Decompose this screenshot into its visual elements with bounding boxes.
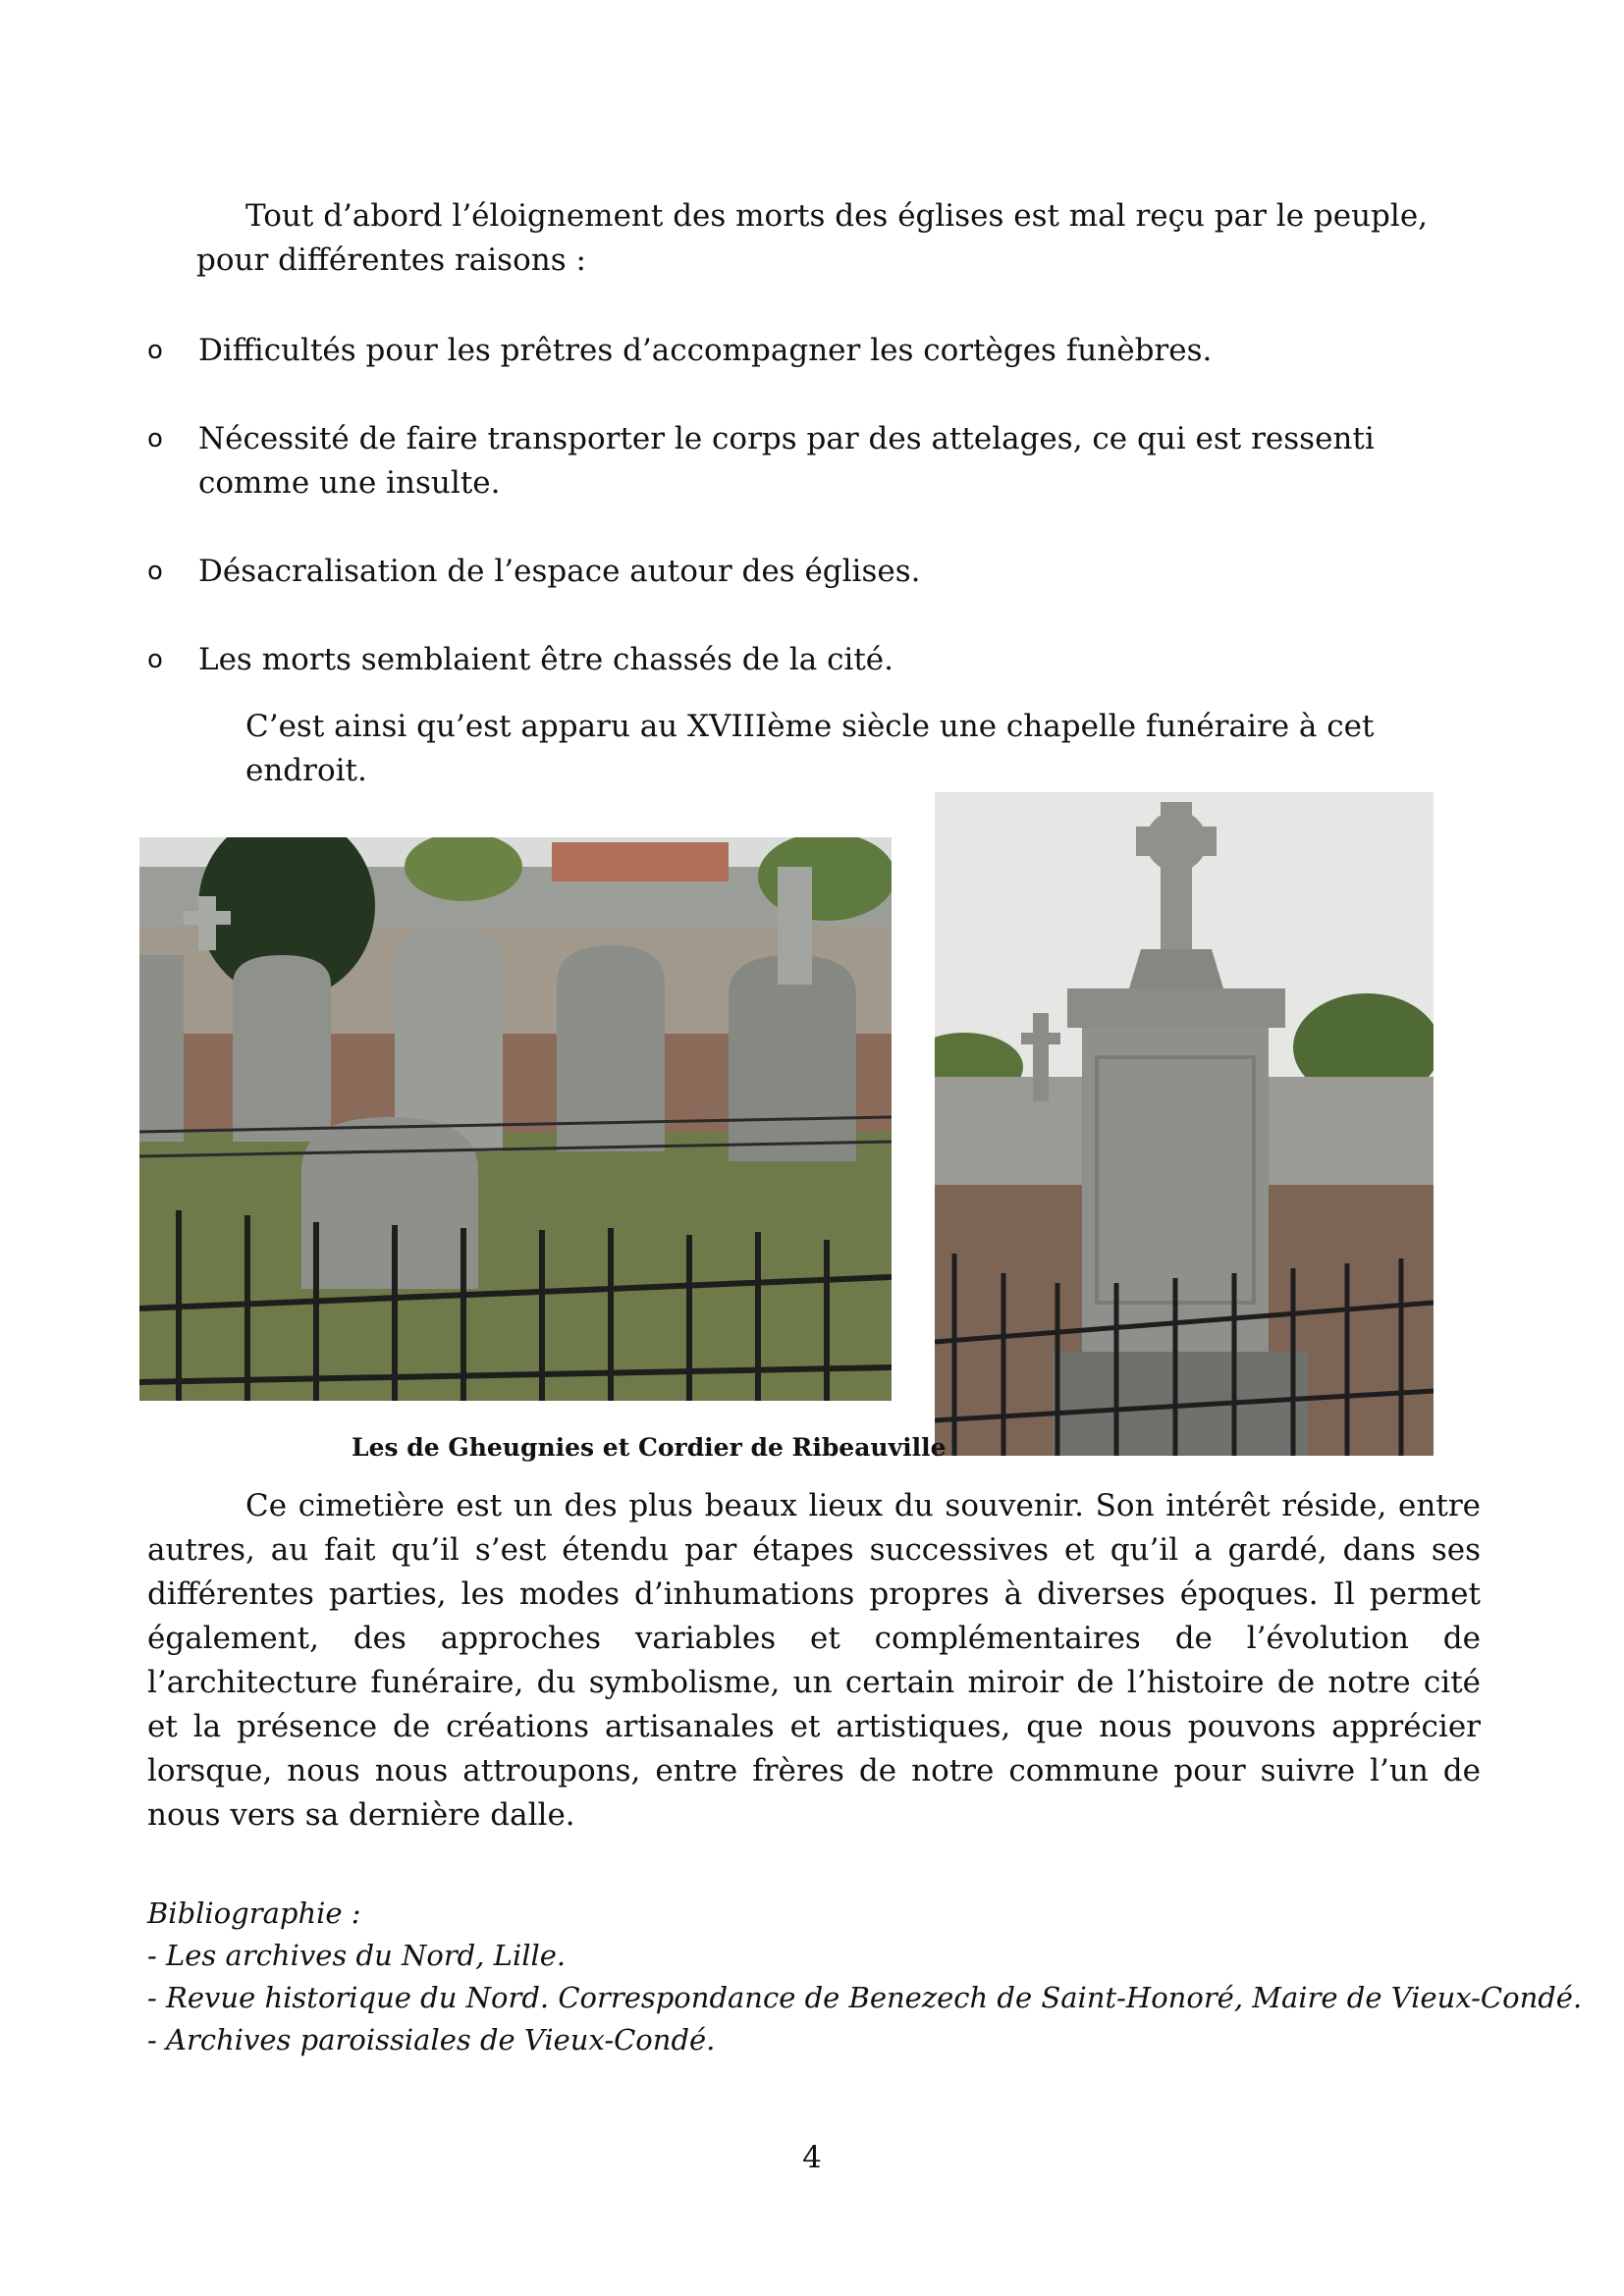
bullet-text: Désacralisation de l’espace autour des églises. [198,554,921,589]
bullet-marker: o [147,336,163,365]
body-paragraph: Ce cimetière est un des plus beaux lieux du souvenir. Son intérêt réside, entre autres, au fait qu’il s’est étendu par étapes successives et qu’il a gardé, dans ses différentes parties, les modes d’inhumations propres à diverses époques. Il permet également, des approches variables et complémentaires de l’évolution de l’architecture funéraire, du symbolisme, un certain miroir de l’histoire de notre cité et la présence de créations artisanales et artistiques, que nous pouvons apprécier lorsque, nous nous attroupons, entre frères de notre commune pour suivre l’un de nous vers sa dernière dalle. [147,1488,1481,1833]
bullet-text: Les morts semblaient être chassés de la cité. [198,642,894,677]
bibliography-item: - Revue historique du Nord. Correspondance de Benezech de Saint-Honoré, Maire de Vieux-Condé. [147,1981,1583,2014]
bullet-marker: o [147,557,163,586]
funerary-monument-photo [935,792,1434,1456]
bullet-marker: o [147,645,163,674]
bullet-text: Difficultés pour les prêtres d’accompagner les cortèges funèbres. [198,333,1213,368]
conclusion-line: C’est ainsi qu’est apparu au XVIIIème siècle une chapelle funéraire à cet endroit. [245,709,1375,788]
bibliography-item: - Archives paroissiales de Vieux-Condé. [147,2023,716,2056]
bibliography-heading: Bibliographie : [147,1896,361,1930]
bullet-marker: o [147,424,163,454]
bibliography-item: - Les archives du Nord, Lille. [147,1939,567,1972]
bibliography [147,1893,1583,2061]
page-number: 4 [802,2140,822,2175]
intro-paragraph: Tout d’abord l’éloignement des morts des églises est mal reçu par le peuple, pour différentes raisons : [196,198,1429,278]
bullet-text: Nécessité de faire transporter le corps par des attelages, ce qui est ressenti comme une insulte. [198,421,1375,501]
cemetery-graves-photo [139,837,892,1401]
photo-caption: Les de Gheugnies et Cordier de Ribeauville [352,1433,947,1462]
